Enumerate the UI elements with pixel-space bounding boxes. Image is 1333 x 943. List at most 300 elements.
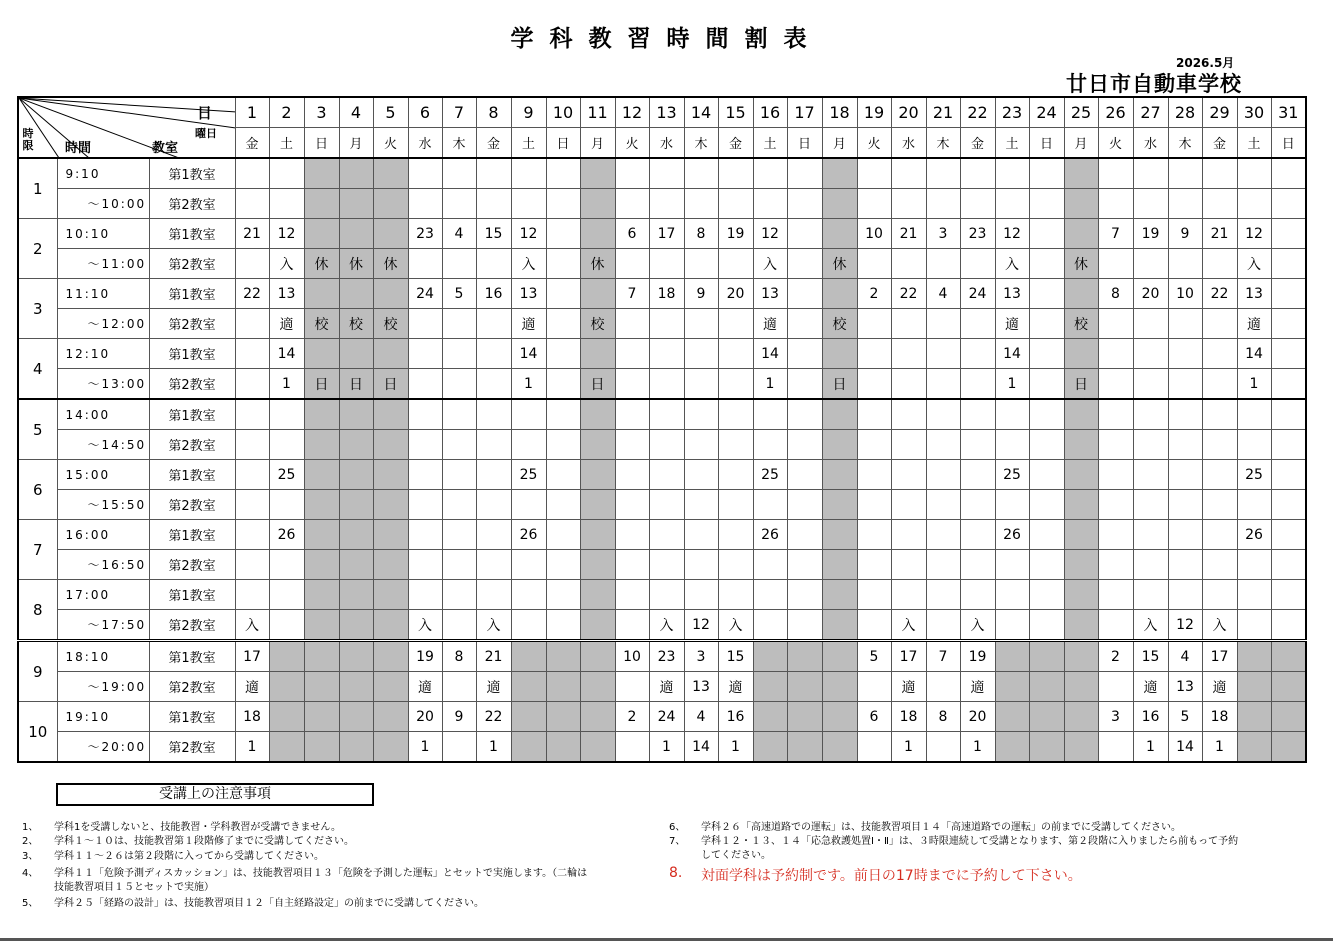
period-number: 2 xyxy=(18,219,57,279)
schedule-cell xyxy=(442,399,476,430)
schedule-cell xyxy=(1271,580,1306,610)
schedule-cell xyxy=(684,369,718,400)
schedule-cell xyxy=(1168,550,1202,580)
schedule-cell xyxy=(580,520,615,550)
schedule-cell xyxy=(1202,399,1237,430)
room-label: 第2教室 xyxy=(149,369,235,400)
schedule-cell xyxy=(891,490,926,520)
note-number: 6、 xyxy=(669,822,686,833)
weekday-header: 金 xyxy=(235,128,269,159)
schedule-cell xyxy=(442,460,476,490)
schedule-cell xyxy=(926,369,960,400)
table-row xyxy=(18,279,1306,309)
schedule-cell xyxy=(926,490,960,520)
schedule-cell: 19 xyxy=(718,219,753,249)
weekday-header: 木 xyxy=(442,128,476,159)
period-end-time: ～13:00 xyxy=(57,369,149,400)
schedule-cell xyxy=(1168,430,1202,460)
schedule-cell xyxy=(649,369,684,400)
schedule-cell xyxy=(1029,369,1064,400)
schedule-cell xyxy=(235,430,269,460)
schedule-cell xyxy=(857,189,891,219)
schedule-cell xyxy=(339,189,373,219)
schedule-cell xyxy=(615,520,649,550)
schedule-cell xyxy=(304,189,339,219)
schedule-cell xyxy=(787,189,822,219)
schedule-cell xyxy=(926,339,960,369)
schedule-cell xyxy=(442,520,476,550)
schedule-cell xyxy=(1098,339,1133,369)
schedule-cell xyxy=(304,279,339,309)
schedule-cell xyxy=(235,189,269,219)
schedule-cell xyxy=(546,339,580,369)
table-row xyxy=(18,490,1306,520)
day-header: 15 xyxy=(718,97,753,128)
note-number: 5、 xyxy=(22,898,39,909)
schedule-cell xyxy=(926,580,960,610)
schedule-cell xyxy=(1064,490,1098,520)
schedule-cell xyxy=(408,460,442,490)
schedule-cell xyxy=(1133,369,1168,400)
schedule-cell xyxy=(269,732,304,763)
room-label: 第1教室 xyxy=(149,702,235,732)
schedule-cell xyxy=(408,158,442,189)
schedule-cell xyxy=(1237,550,1271,580)
schedule-cell xyxy=(1064,580,1098,610)
schedule-cell xyxy=(891,249,926,279)
schedule-cell xyxy=(1168,520,1202,550)
schedule-cell xyxy=(926,399,960,430)
schedule-cell xyxy=(546,279,580,309)
room-label: 第1教室 xyxy=(149,520,235,550)
day-header: 9 xyxy=(511,97,546,128)
schedule-cell: 12 xyxy=(269,219,304,249)
day-header: 25 xyxy=(1064,97,1098,128)
schedule-cell xyxy=(1098,158,1133,189)
schedule-cell xyxy=(511,430,546,460)
schedule-cell xyxy=(960,249,995,279)
schedule-cell xyxy=(442,580,476,610)
schedule-cell: 21 xyxy=(476,641,511,672)
schedule-cell xyxy=(1133,189,1168,219)
schedule-cell: 休 xyxy=(304,249,339,279)
schedule-cell xyxy=(339,219,373,249)
schedule-cell: 20 xyxy=(960,702,995,732)
weekday-header: 日 xyxy=(546,128,580,159)
period-start-time: 14:00 xyxy=(57,399,149,430)
schedule-cell xyxy=(1133,399,1168,430)
schedule-cell: 1 xyxy=(649,732,684,763)
schedule-cell xyxy=(822,460,857,490)
schedule-cell xyxy=(476,369,511,400)
schedule-cell: 適 xyxy=(269,309,304,339)
schedule-cell xyxy=(995,702,1029,732)
schedule-cell xyxy=(546,430,580,460)
schedule-cell xyxy=(787,490,822,520)
schedule-cell: 21 xyxy=(891,219,926,249)
schedule-cell xyxy=(926,672,960,702)
schedule-cell: 5 xyxy=(1168,702,1202,732)
schedule-cell xyxy=(304,520,339,550)
schedule-cell xyxy=(408,580,442,610)
schedule-cell xyxy=(649,158,684,189)
schedule-cell: 23 xyxy=(960,219,995,249)
schedule-cell xyxy=(1064,520,1098,550)
schedule-cell: 9 xyxy=(442,702,476,732)
schedule-cell xyxy=(857,550,891,580)
schedule-cell xyxy=(1133,339,1168,369)
weekday-header: 金 xyxy=(960,128,995,159)
schedule-cell xyxy=(649,249,684,279)
schedule-cell: 10 xyxy=(615,641,649,672)
schedule-cell xyxy=(857,309,891,339)
schedule-cell xyxy=(649,399,684,430)
schedule-cell xyxy=(684,309,718,339)
day-header: 3 xyxy=(304,97,339,128)
schedule-cell xyxy=(442,249,476,279)
day-header: 14 xyxy=(684,97,718,128)
schedule-cell: 17 xyxy=(235,641,269,672)
schedule-cell xyxy=(442,610,476,641)
period-number: 5 xyxy=(18,399,57,460)
note-number: 1、 xyxy=(22,822,39,833)
schedule-cell xyxy=(1098,309,1133,339)
weekday-header: 火 xyxy=(1098,128,1133,159)
schedule-cell xyxy=(753,430,787,460)
schedule-cell xyxy=(408,520,442,550)
schedule-cell xyxy=(339,490,373,520)
weekday-header: 水 xyxy=(1133,128,1168,159)
schedule-cell xyxy=(304,702,339,732)
schedule-cell xyxy=(1202,369,1237,400)
schedule-cell: 20 xyxy=(1133,279,1168,309)
schedule-cell: 13 xyxy=(684,672,718,702)
weekday-header: 日 xyxy=(1029,128,1064,159)
schedule-cell: 25 xyxy=(753,460,787,490)
schedule-cell: 2 xyxy=(857,279,891,309)
schedule-cell xyxy=(926,520,960,550)
period-end-time: ～19:00 xyxy=(57,672,149,702)
schedule-cell xyxy=(304,610,339,641)
period-end-time: ～10:00 xyxy=(57,189,149,219)
schedule-cell xyxy=(546,672,580,702)
schedule-cell xyxy=(1029,702,1064,732)
schedule-cell: 入 xyxy=(753,249,787,279)
schedule-cell: 13 xyxy=(753,279,787,309)
schedule-cell xyxy=(787,158,822,189)
schedule-cell xyxy=(787,641,822,672)
schedule-cell xyxy=(1133,490,1168,520)
day-header: 23 xyxy=(995,97,1029,128)
schedule-cell xyxy=(442,732,476,763)
schedule-cell xyxy=(753,399,787,430)
schedule-cell: 日 xyxy=(304,369,339,400)
schedule-cell xyxy=(546,189,580,219)
schedule-cell xyxy=(718,369,753,400)
schedule-cell xyxy=(546,369,580,400)
weekday-header: 月 xyxy=(822,128,857,159)
schedule-cell xyxy=(580,339,615,369)
schedule-cell: 適 xyxy=(718,672,753,702)
schedule-cell xyxy=(304,158,339,189)
schedule-cell xyxy=(408,369,442,400)
schedule-cell xyxy=(580,580,615,610)
schedule-cell: 25 xyxy=(995,460,1029,490)
schedule-cell: 14 xyxy=(1168,732,1202,763)
schedule-cell: 適 xyxy=(235,672,269,702)
schedule-cell xyxy=(960,430,995,460)
schedule-cell xyxy=(1237,672,1271,702)
schedule-cell: 23 xyxy=(408,219,442,249)
schedule-cell xyxy=(1029,672,1064,702)
weekday-header: 金 xyxy=(476,128,511,159)
schedule-cell: 12 xyxy=(684,610,718,641)
schedule-cell xyxy=(615,460,649,490)
schedule-cell xyxy=(857,399,891,430)
schedule-cell xyxy=(615,732,649,763)
schedule-cell xyxy=(787,399,822,430)
weekday-header: 土 xyxy=(1237,128,1271,159)
schedule-cell xyxy=(960,339,995,369)
day-header: 7 xyxy=(442,97,476,128)
schedule-cell xyxy=(615,339,649,369)
schedule-cell xyxy=(857,610,891,641)
notes-heading: 受講上の注意事項 xyxy=(56,783,374,806)
weekday-header: 土 xyxy=(753,128,787,159)
period-end-time: ～16:50 xyxy=(57,550,149,580)
schedule-cell xyxy=(926,189,960,219)
room-label: 第2教室 xyxy=(149,550,235,580)
schedule-cell xyxy=(408,490,442,520)
schedule-cell xyxy=(684,399,718,430)
table-row xyxy=(18,219,1306,249)
schedule-cell xyxy=(1271,399,1306,430)
day-header: 20 xyxy=(891,97,926,128)
day-header: 31 xyxy=(1271,97,1306,128)
period-start-time: 11:10 xyxy=(57,279,149,309)
note-number: 2、 xyxy=(22,836,39,847)
schedule-cell xyxy=(580,430,615,460)
schedule-cell xyxy=(511,610,546,641)
schedule-cell xyxy=(718,158,753,189)
schedule-cell xyxy=(1202,460,1237,490)
schedule-cell xyxy=(304,732,339,763)
schedule-cell xyxy=(339,641,373,672)
schedule-cell: 日 xyxy=(339,369,373,400)
schedule-cell xyxy=(787,339,822,369)
schedule-cell: 休 xyxy=(339,249,373,279)
period-end-time: ～15:50 xyxy=(57,490,149,520)
schedule-cell xyxy=(1133,158,1168,189)
schedule-cell xyxy=(891,399,926,430)
schedule-cell: 26 xyxy=(269,520,304,550)
schedule-cell xyxy=(615,399,649,430)
schedule-cell: 1 xyxy=(1237,369,1271,400)
schedule-cell xyxy=(1029,158,1064,189)
room-label: 第1教室 xyxy=(149,219,235,249)
schedule-cell xyxy=(649,309,684,339)
schedule-cell xyxy=(1064,641,1098,672)
schedule-cell: 20 xyxy=(408,702,442,732)
schedule-cell xyxy=(1237,610,1271,641)
table-row xyxy=(18,339,1306,369)
schedule-cell xyxy=(1064,702,1098,732)
period-number: 6 xyxy=(18,460,57,520)
schedule-cell xyxy=(684,550,718,580)
schedule-cell xyxy=(926,249,960,279)
schedule-cell xyxy=(787,550,822,580)
schedule-cell xyxy=(787,702,822,732)
schedule-cell xyxy=(476,399,511,430)
schedule-cell xyxy=(1202,550,1237,580)
bottom-rule xyxy=(0,938,1333,941)
schedule-cell xyxy=(1168,460,1202,490)
schedule-cell xyxy=(753,158,787,189)
schedule-cell xyxy=(442,339,476,369)
schedule-cell xyxy=(1202,189,1237,219)
schedule-cell xyxy=(995,189,1029,219)
schedule-cell: 休 xyxy=(373,249,408,279)
room-label: 第1教室 xyxy=(149,580,235,610)
note-number: 7、 xyxy=(669,836,686,847)
page-title: 学科教習時間割表 xyxy=(510,26,823,52)
schedule-cell: 適 xyxy=(1202,672,1237,702)
weekday-header: 水 xyxy=(408,128,442,159)
schedule-cell: 22 xyxy=(476,702,511,732)
schedule-cell xyxy=(891,158,926,189)
schedule-cell xyxy=(373,279,408,309)
room-label: 第2教室 xyxy=(149,672,235,702)
schedule-cell xyxy=(1271,520,1306,550)
schedule-cell xyxy=(960,309,995,339)
schedule-cell xyxy=(1098,580,1133,610)
schedule-cell xyxy=(1237,189,1271,219)
table-row xyxy=(18,610,1306,641)
schedule-cell: 校 xyxy=(822,309,857,339)
note-text: 学科１２・１３、１４「応急救護処置Ⅰ・Ⅱ」は、３時限連続して受講となります、第２段階に入りましたら前もって予約してください。 xyxy=(701,836,1239,861)
schedule-cell xyxy=(822,550,857,580)
schedule-cell xyxy=(718,339,753,369)
schedule-cell xyxy=(926,309,960,339)
schedule-cell xyxy=(787,309,822,339)
schedule-cell xyxy=(857,460,891,490)
schedule-cell xyxy=(1202,490,1237,520)
schedule-cell xyxy=(1271,339,1306,369)
schedule-cell xyxy=(753,550,787,580)
schedule-cell xyxy=(615,550,649,580)
schedule-cell xyxy=(684,189,718,219)
room-label: 第1教室 xyxy=(149,460,235,490)
schedule-cell: 13 xyxy=(995,279,1029,309)
table-row xyxy=(18,399,1306,430)
schedule-cell xyxy=(787,369,822,400)
schedule-cell xyxy=(1271,430,1306,460)
schedule-cell: 入 xyxy=(960,610,995,641)
weekday-header: 火 xyxy=(857,128,891,159)
period-end-time: ～11:00 xyxy=(57,249,149,279)
schedule-cell xyxy=(269,189,304,219)
schedule-cell: 18 xyxy=(891,702,926,732)
schedule-cell: 24 xyxy=(960,279,995,309)
schedule-cell xyxy=(822,702,857,732)
schedule-cell xyxy=(822,672,857,702)
schedule-cell: 6 xyxy=(615,219,649,249)
schedule-cell xyxy=(339,702,373,732)
schedule-cell xyxy=(1271,219,1306,249)
schedule-cell xyxy=(718,550,753,580)
schedule-cell xyxy=(373,460,408,490)
schedule-cell xyxy=(822,158,857,189)
schedule-cell xyxy=(822,641,857,672)
weekday-header: 水 xyxy=(891,128,926,159)
schedule-cell xyxy=(1064,189,1098,219)
schedule-cell xyxy=(787,732,822,763)
schedule-cell xyxy=(1064,279,1098,309)
schedule-cell xyxy=(960,369,995,400)
schedule-cell xyxy=(408,430,442,460)
schedule-cell xyxy=(511,672,546,702)
schedule-cell: 入 xyxy=(511,249,546,279)
schedule-cell: 入 xyxy=(1237,249,1271,279)
schedule-cell: 26 xyxy=(753,520,787,550)
schedule-cell xyxy=(1168,158,1202,189)
schedule-cell xyxy=(753,641,787,672)
schedule-cell xyxy=(546,460,580,490)
room-label: 第2教室 xyxy=(149,610,235,641)
schedule-cell: 22 xyxy=(1202,279,1237,309)
schedule-cell xyxy=(822,610,857,641)
schedule-cell xyxy=(1029,641,1064,672)
schedule-cell xyxy=(373,339,408,369)
schedule-cell: 入 xyxy=(408,610,442,641)
day-header: 8 xyxy=(476,97,511,128)
schedule-cell xyxy=(1029,189,1064,219)
schedule-cell xyxy=(304,339,339,369)
period-start-time: 18:10 xyxy=(57,641,149,672)
schedule-cell: 21 xyxy=(235,219,269,249)
schedule-cell xyxy=(235,249,269,279)
schedule-cell xyxy=(1202,520,1237,550)
schedule-cell: 14 xyxy=(684,732,718,763)
schedule-cell: 7 xyxy=(1098,219,1133,249)
schedule-cell xyxy=(580,732,615,763)
schedule-cell: 8 xyxy=(1098,279,1133,309)
schedule-cell xyxy=(684,490,718,520)
schedule-cell xyxy=(1029,430,1064,460)
schedule-cell: 適 xyxy=(1237,309,1271,339)
table-row xyxy=(18,430,1306,460)
schedule-cell xyxy=(718,249,753,279)
schedule-cell xyxy=(304,550,339,580)
schedule-cell xyxy=(649,460,684,490)
table-row xyxy=(18,249,1306,279)
schedule-cell xyxy=(649,550,684,580)
day-header: 6 xyxy=(408,97,442,128)
schedule-cell: 20 xyxy=(718,279,753,309)
schedule-cell xyxy=(684,339,718,369)
schedule-cell xyxy=(822,339,857,369)
schedule-cell xyxy=(1271,189,1306,219)
schedule-cell xyxy=(649,339,684,369)
table-row xyxy=(18,158,1306,189)
schedule-cell xyxy=(857,249,891,279)
schedule-cell: 日 xyxy=(580,369,615,400)
schedule-cell xyxy=(684,430,718,460)
schedule-cell xyxy=(960,520,995,550)
schedule-cell xyxy=(615,490,649,520)
schedule-cell xyxy=(1064,460,1098,490)
schedule-cell xyxy=(615,189,649,219)
